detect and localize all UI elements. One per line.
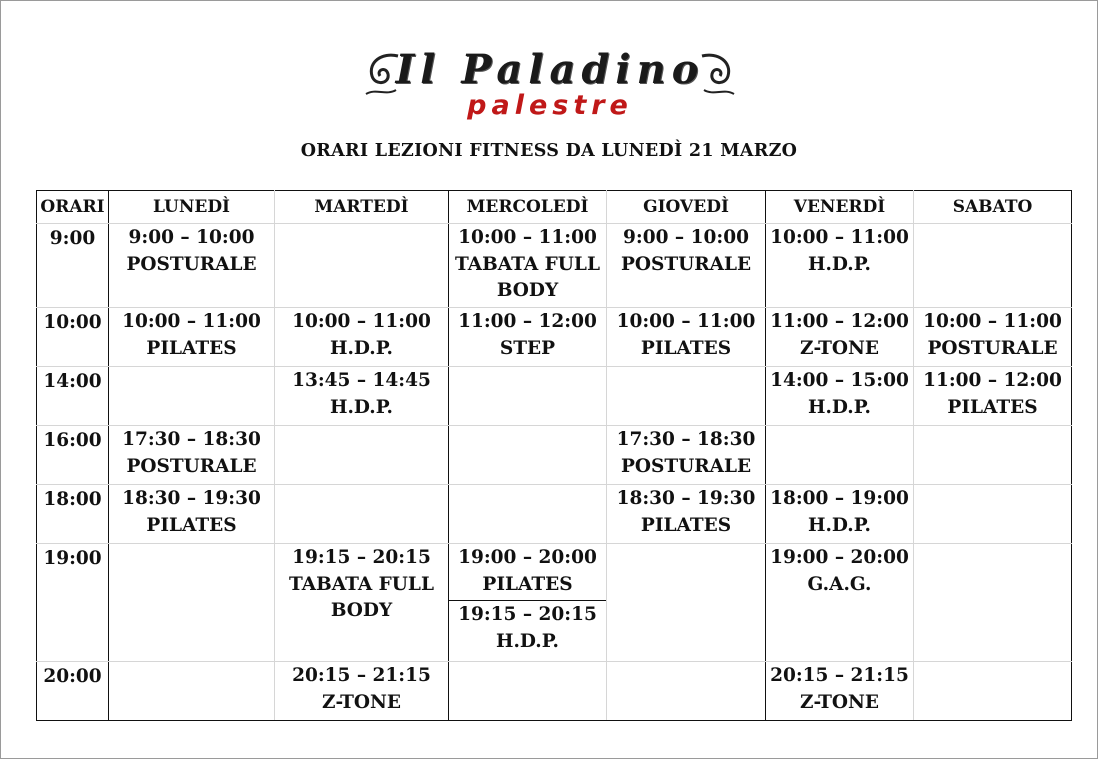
class-cell [914,426,1072,485]
class-cell [449,426,607,485]
class-name: TABATA FULL BODY [289,574,434,621]
class-name: H.D.P. [807,254,872,275]
time-label: 18:00 [43,489,102,510]
class-name: PILATES [947,397,1038,418]
page-title: ORARI LEZIONI FITNESS DA LUNEDÌ 21 MARZO [300,141,798,161]
class-name: Z-TONE [799,692,879,713]
class-time: 18:30 – 19:30 [616,488,756,509]
class-time: 11:00 – 12:00 [770,311,909,332]
time-cell [37,544,109,662]
time-label: 9:00 [49,228,96,249]
split-container [449,544,606,661]
class-time: 11:00 – 12:00 [458,311,597,332]
class-cell [607,308,766,367]
header-wednesday: MERCOLEDÌ [449,191,607,224]
class-time: 19:00 – 20:00 [770,547,909,568]
table-row [37,485,1072,544]
time-cell [37,485,109,544]
class-time: 17:30 – 18:30 [122,429,261,450]
class-time: 19:15 – 20:15 [458,604,597,625]
class-cell [449,662,607,721]
class-cell [914,224,1072,308]
class-cell [914,367,1072,426]
class-name: POSTURALE [927,338,1058,359]
table-row [37,544,1072,662]
class-name: H.D.P. [807,397,872,418]
header-monday: LUNEDÌ [109,191,275,224]
class-name: PILATES [482,574,573,595]
class-cell [914,308,1072,367]
class-time: 10:00 – 11:00 [122,311,261,332]
class-cell [275,308,449,367]
time-label: 16:00 [43,430,102,451]
time-label: 19:00 [43,548,102,569]
class-cell [766,662,914,721]
time-cell [37,308,109,367]
class-name: H.D.P. [495,631,560,652]
class-cell [766,224,914,308]
class-time: 18:00 – 19:00 [770,488,909,509]
class-cell [766,367,914,426]
class-cell [607,662,766,721]
class-cell [109,426,275,485]
class-cell [607,367,766,426]
class-cell [275,544,449,662]
class-cell [449,367,607,426]
class-cell [109,544,275,662]
header-friday: VENERDÌ [766,191,914,224]
logo-subtitle: palestre [467,90,633,121]
class-time: 18:30 – 19:30 [122,488,261,509]
class-cell [914,485,1072,544]
header-time: ORARI [37,191,109,224]
class-time: 10:00 – 11:00 [458,227,597,248]
class-time: 13:45 – 14:45 [292,370,431,391]
class-time: 17:30 – 18:30 [616,429,756,450]
class-time: 10:00 – 11:00 [923,311,1062,332]
class-cell [109,367,275,426]
class-cell [914,662,1072,721]
time-cell [37,224,109,308]
logo-title: Il Paladino [395,46,705,93]
class-time: 11:00 – 12:00 [923,370,1062,391]
time-label: 10:00 [43,312,102,333]
class-time: 14:00 – 15:00 [770,370,909,391]
logo [300,40,800,124]
class-name: POSTURALE [126,456,257,477]
class-cell [109,485,275,544]
class-cell [449,485,607,544]
class-name: H.D.P. [329,338,394,359]
class-cell [275,224,449,308]
class-time: 9:00 – 10:00 [623,227,749,248]
split-top [449,544,606,600]
class-name: G.A.G. [807,574,872,595]
class-cell [766,485,914,544]
class-cell [766,426,914,485]
class-time: 19:15 – 20:15 [292,547,431,568]
class-cell [275,426,449,485]
class-time: 10:00 – 11:00 [616,311,756,332]
class-name: POSTURALE [620,254,752,275]
split-bottom [449,600,606,661]
class-name: Z-TONE [799,338,879,359]
time-label: 14:00 [43,371,102,392]
class-name: STEP [499,338,556,359]
class-time: 9:00 – 10:00 [128,227,255,248]
class-cell [275,485,449,544]
table-row [37,224,1072,308]
class-cell [607,485,766,544]
header-tuesday: MARTEDÌ [275,191,449,224]
class-name: POSTURALE [126,254,257,275]
class-name: H.D.P. [807,515,872,536]
schedule-table [36,190,1072,721]
class-name: Z-TONE [321,692,401,713]
header-saturday: SABATO [914,191,1072,224]
class-cell [109,662,275,721]
class-time: 20:15 – 21:15 [770,665,909,686]
header-row [37,191,1072,224]
class-name: TABATA FULL BODY [455,254,600,301]
class-time: 10:00 – 11:00 [770,227,909,248]
class-cell [607,426,766,485]
class-name: PILATES [640,515,732,536]
time-cell [37,367,109,426]
class-cell [607,224,766,308]
header-thursday: GIOVEDÌ [607,191,766,224]
class-cell [914,544,1072,662]
class-cell [607,544,766,662]
time-label: 20:00 [43,666,102,687]
class-cell [766,308,914,367]
class-cell [275,662,449,721]
time-cell [37,426,109,485]
class-cell [449,224,607,308]
class-cell [275,367,449,426]
class-cell [449,308,607,367]
class-name: PILATES [146,338,237,359]
class-cell [109,224,275,308]
table-row [37,426,1072,485]
time-cell [37,662,109,721]
class-cell [109,308,275,367]
class-time: 10:00 – 11:00 [292,311,431,332]
table-row [37,367,1072,426]
class-name: PILATES [640,338,732,359]
class-time: 20:15 – 21:15 [292,665,431,686]
class-cell [766,544,914,662]
class-name: POSTURALE [620,456,752,477]
class-cell-split [449,544,607,662]
class-name: PILATES [146,515,237,536]
table-row [37,662,1072,721]
table-row [37,308,1072,367]
class-name: H.D.P. [329,397,394,418]
class-time: 19:00 – 20:00 [458,547,597,568]
